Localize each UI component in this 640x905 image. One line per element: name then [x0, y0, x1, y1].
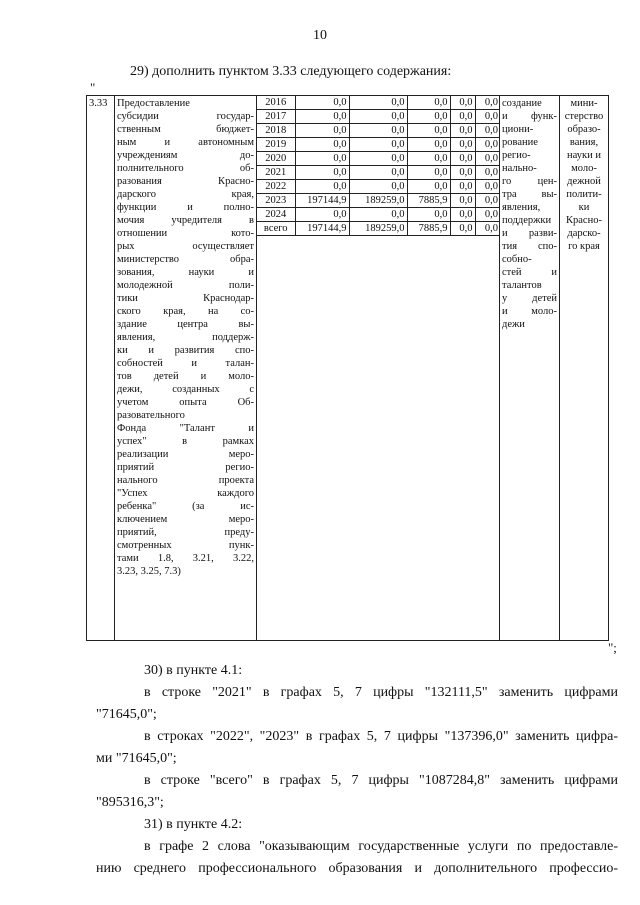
funding-grid-cell [257, 96, 500, 641]
description-line: ным и автономным [117, 137, 254, 148]
funding-value: 0,0 [475, 96, 500, 110]
funding-value: 0,0 [407, 138, 450, 152]
funding-value: 0,0 [450, 110, 475, 124]
funding-value: 0,0 [295, 96, 349, 110]
result-line: тра вы- [502, 189, 557, 200]
description-line: тами 1.8, 3.21, 3.22, [117, 553, 254, 564]
result-line: регио- [502, 150, 531, 161]
funding-row [257, 152, 500, 166]
funding-value: 0,0 [349, 110, 407, 124]
funding-value: 0,0 [450, 194, 475, 208]
executor-line: Красно- [566, 215, 602, 226]
description-line: учетом опыта Об- [117, 397, 254, 408]
item-description [115, 96, 257, 641]
result-line: создание [502, 98, 542, 109]
result-line: явления, [502, 202, 541, 213]
funding-row [257, 222, 500, 236]
funding-value: 0,0 [349, 208, 407, 222]
paragraph-30b-line2: ми "71645,0"; [96, 751, 177, 766]
funding-value: 0,0 [450, 166, 475, 180]
description-line: приятий, преду- [117, 527, 254, 538]
description-line: дарского края, [117, 189, 254, 200]
description-line: зования, науки и [117, 267, 254, 278]
opening-quote: " [90, 80, 96, 95]
description-line: 3.23, 3.25, 7.3) [117, 566, 181, 577]
description-line: субсидии государ- [117, 111, 254, 122]
funding-value: 189259,0 [349, 222, 407, 236]
funding-value: 0,0 [349, 96, 407, 110]
executor-line: го края [568, 241, 600, 252]
funding-year: 2021 [257, 166, 295, 180]
funding-value: 0,0 [475, 180, 500, 194]
description-line: явления, поддерж- [117, 332, 254, 343]
result-line: собно- [502, 254, 532, 265]
paragraph-31a-line1: в графе 2 слова "оказывающим государственные услуги по предоставле- [144, 839, 618, 854]
description-line: реализации меро- [117, 449, 254, 460]
description-line: разования Красно- [117, 176, 254, 187]
funding-value: 0,0 [407, 96, 450, 110]
description-line: успех" в рамках [117, 436, 254, 447]
funding-value: 0,0 [295, 110, 349, 124]
item-number: 3.33 [87, 96, 115, 641]
funding-value: 0,0 [407, 124, 450, 138]
result-line: рование [502, 137, 538, 148]
funding-value: 0,0 [450, 138, 475, 152]
funding-row [257, 194, 500, 208]
funding-year: 2024 [257, 208, 295, 222]
result-line: циони- [502, 124, 534, 135]
executor-line: образо- [567, 124, 601, 135]
executor-line: науки и [567, 150, 601, 161]
paragraph-30a-line2: "71645,0"; [96, 707, 157, 722]
funding-row [257, 180, 500, 194]
description-line: приятий регио- [117, 462, 254, 473]
description-line: отношении кото- [117, 228, 254, 239]
executor-line: ки [578, 202, 590, 213]
funding-value: 0,0 [295, 180, 349, 194]
funding-value: 0,0 [450, 180, 475, 194]
result-line: дежи [502, 319, 525, 330]
amendment-intro: 29) дополнить пунктом 3.33 следующего содержания: [130, 64, 452, 79]
paragraph-31: 31) в пункте 4.2: [144, 817, 243, 832]
funding-value: 0,0 [407, 180, 450, 194]
amendments-text [96, 660, 618, 880]
funding-year: 2018 [257, 124, 295, 138]
description-line: тики Краснодар- [117, 293, 254, 304]
funding-value: 0,0 [475, 152, 500, 166]
funding-value: 0,0 [349, 124, 407, 138]
paragraph-30c-line2: "895316,3"; [96, 795, 164, 810]
funding-year: 2017 [257, 110, 295, 124]
description-line: собностей и талан- [117, 358, 254, 369]
description-line: нального проекта [117, 475, 254, 486]
funding-year: 2019 [257, 138, 295, 152]
funding-row [257, 110, 500, 124]
funding-value: 0,0 [450, 152, 475, 166]
funding-year: 2022 [257, 180, 295, 194]
funding-value: 0,0 [475, 138, 500, 152]
funding-value: 0,0 [450, 124, 475, 138]
description-line: молодежной поли- [117, 280, 254, 291]
funding-value: 0,0 [475, 222, 500, 236]
executor-line: дежной [567, 176, 601, 187]
funding-value: 189259,0 [349, 194, 407, 208]
description-line: ребенка" (за ис- [117, 501, 254, 512]
funding-value: 0,0 [475, 166, 500, 180]
funding-value: 0,0 [475, 194, 500, 208]
funding-value: 0,0 [450, 96, 475, 110]
funding-value: 0,0 [295, 152, 349, 166]
executor-line: мини- [570, 98, 598, 109]
result-line: тия спо- [502, 241, 557, 252]
paragraph-30: 30) в пункте 4.1: [144, 663, 243, 678]
funding-row [257, 96, 500, 110]
paragraph-30c-line1: в строке "всего" в графах 5, 7 цифры "1087284,8" заменить цифрами [144, 773, 618, 788]
funding-value: 0,0 [295, 138, 349, 152]
funding-value: 0,0 [349, 180, 407, 194]
description-line: полнительного об- [117, 163, 254, 174]
result-line: и моло- [502, 306, 557, 317]
description-line: здание центра вы- [117, 319, 254, 330]
funding-value: 0,0 [349, 138, 407, 152]
description-line: ственным бюджет- [117, 124, 254, 135]
description-line: мочия учредителя в [117, 215, 254, 226]
funding-value: 0,0 [295, 124, 349, 138]
closing-quote: "; [608, 640, 617, 655]
funding-value: 0,0 [349, 152, 407, 166]
funding-row [257, 208, 500, 222]
result-line: и разви- [502, 228, 557, 239]
funding-value: 0,0 [450, 222, 475, 236]
result-line: нально- [502, 163, 537, 174]
description-line: "Успех каждого [117, 488, 254, 499]
funding-value: 197144,9 [295, 194, 349, 208]
description-line: ключением меро- [117, 514, 254, 525]
description-line: дежи, созданных с [117, 384, 254, 395]
funding-value: 0,0 [475, 110, 500, 124]
result-line: у детей [502, 293, 557, 304]
funding-year: всего [257, 222, 295, 236]
description-line: тов детей и моло- [117, 371, 254, 382]
funding-value: 0,0 [407, 110, 450, 124]
funding-value: 0,0 [407, 166, 450, 180]
funding-year: 2016 [257, 96, 295, 110]
funding-row [257, 138, 500, 152]
funding-value: 7885,9 [407, 222, 450, 236]
result-line: стей и [502, 267, 557, 278]
paragraph-31a-line2: нию среднего профессионального образования и дополнительного профессио- [96, 861, 618, 876]
executor-line: стерство [564, 111, 604, 122]
funding-value: 0,0 [295, 166, 349, 180]
funding-value: 197144,9 [295, 222, 349, 236]
result-line: и функ- [502, 111, 557, 122]
executor-line: моло- [571, 163, 597, 174]
program-table [86, 95, 609, 641]
description-line: ки и развития спо- [117, 345, 254, 356]
funding-row [257, 166, 500, 180]
description-line: рых осуществляет [117, 241, 254, 252]
funding-year: 2023 [257, 194, 295, 208]
executor-line: вания, [569, 137, 599, 148]
paragraph-30b-line1: в строках "2022", "2023" в графах 5, 7 цифры "137396,0" заменить цифра- [144, 729, 618, 744]
funding-value: 0,0 [475, 124, 500, 138]
description-line: Предоставление [117, 98, 190, 109]
page-number: 10 [313, 28, 327, 43]
funding-value: 7885,9 [407, 194, 450, 208]
funding-value: 0,0 [295, 208, 349, 222]
description-line: функции и полно- [117, 202, 254, 213]
funding-grid [257, 96, 500, 236]
result-line: поддержки [502, 215, 552, 226]
description-line: учреждениям до- [117, 150, 254, 161]
funding-value: 0,0 [450, 208, 475, 222]
description-line: смотренных пунк- [117, 540, 254, 551]
executor-line: дарско- [567, 228, 601, 239]
funding-value: 0,0 [407, 208, 450, 222]
result-line: талантов [502, 280, 542, 291]
funding-value: 0,0 [407, 152, 450, 166]
description-line: министерство обра- [117, 254, 254, 265]
paragraph-30a-line1: в строке "2021" в графах 5, 7 цифры "132111,5" заменить цифрами [144, 685, 618, 700]
description-line: разовательного [117, 410, 185, 421]
executor [560, 96, 609, 641]
description-line: Фонда "Талант и [117, 423, 254, 434]
funding-year: 2020 [257, 152, 295, 166]
result-line: го цен- [502, 176, 557, 187]
funding-row [257, 124, 500, 138]
expected-result [500, 96, 560, 641]
funding-value: 0,0 [349, 166, 407, 180]
executor-line: полити- [566, 189, 602, 200]
funding-value: 0,0 [475, 208, 500, 222]
description-line: ского края, на со- [117, 306, 254, 317]
